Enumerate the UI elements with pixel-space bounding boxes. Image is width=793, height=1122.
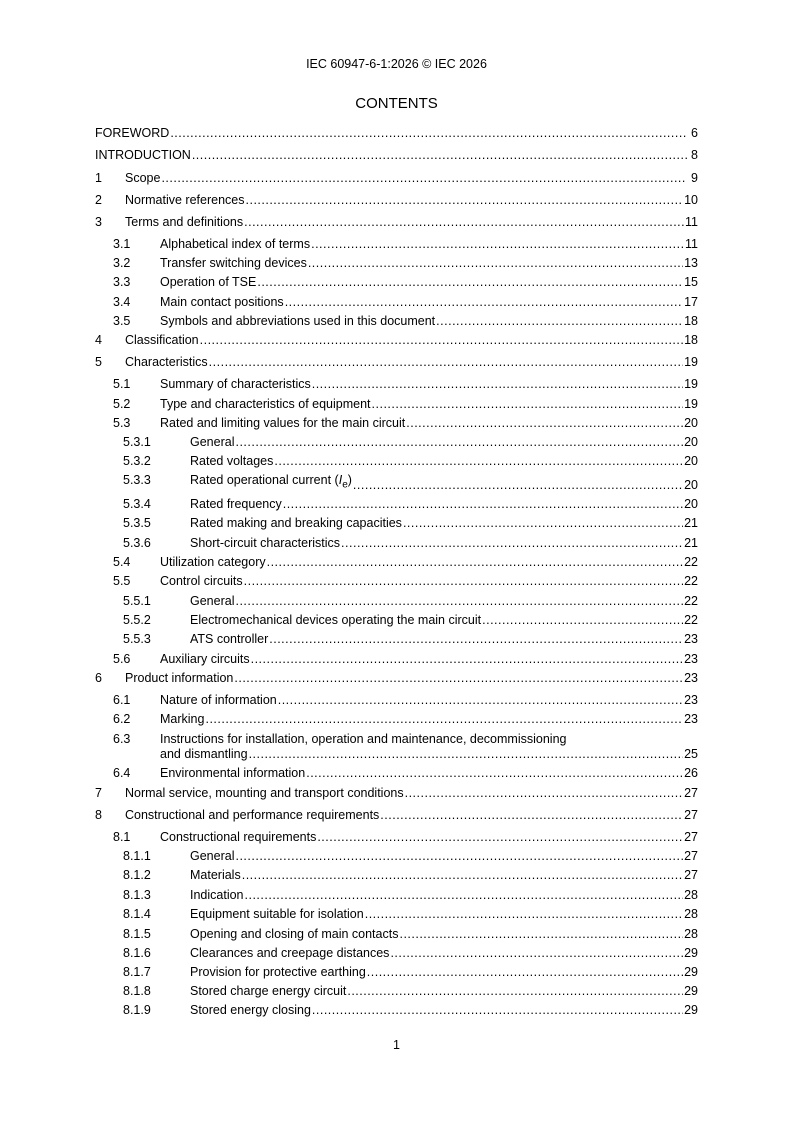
toc-entry-page: 23 (684, 671, 698, 685)
dot-leader (405, 786, 683, 801)
toc-entry-number: 5.3.2 (123, 454, 151, 468)
toc-entry-page: 20 (684, 435, 698, 449)
toc-entry-title: ATS controller (190, 632, 269, 646)
toc-entry[interactable] (95, 613, 698, 629)
toc-entry[interactable] (95, 148, 698, 164)
toc-entry[interactable] (95, 473, 698, 492)
toc-entry[interactable] (95, 497, 698, 513)
toc-entry[interactable] (95, 454, 698, 470)
toc-entry-page: 26 (684, 766, 698, 780)
toc-entry-number: 5.5.1 (123, 594, 151, 608)
toc-entry-number: 6.1 (113, 693, 131, 707)
toc-entry-title: Materials (190, 868, 241, 882)
toc-entry-page: 23 (684, 693, 698, 707)
dot-leader (285, 295, 683, 310)
toc-entry[interactable] (95, 555, 698, 571)
toc-entry-page: 22 (684, 574, 698, 588)
toc-entry-page: 27 (684, 786, 698, 800)
dot-leader (246, 193, 684, 208)
toc-entry[interactable] (95, 907, 698, 923)
dot-leader (372, 397, 684, 412)
toc-entry[interactable] (95, 786, 698, 802)
dot-leader (312, 377, 683, 392)
dot-leader (436, 314, 683, 329)
dot-leader (200, 333, 683, 348)
dot-leader (278, 693, 683, 708)
dot-leader (244, 574, 683, 589)
toc-entry-page: 6 (691, 126, 698, 140)
toc-entry-page: 10 (684, 193, 698, 207)
toc-entry-number: 5.2 (113, 397, 131, 411)
toc-entry-page: 20 (684, 454, 698, 468)
dot-leader (347, 984, 683, 999)
toc-entry[interactable] (95, 193, 698, 209)
toc-entry-number: 5.3.1 (123, 435, 151, 449)
toc-entry-number: 5.6 (113, 652, 131, 666)
toc-entry[interactable] (95, 314, 698, 330)
toc-entry[interactable] (95, 965, 698, 981)
dot-leader (390, 946, 683, 961)
toc-entry-number: 5.5.2 (123, 613, 151, 627)
toc-entry-title: General (190, 849, 235, 863)
toc-entry-number: 8.1.1 (123, 849, 151, 863)
toc-entry-title: and dismantling (160, 747, 248, 761)
toc-entry-title: Equipment suitable for isolation (190, 907, 364, 921)
dot-leader (161, 171, 687, 186)
toc-entry-page: 15 (684, 275, 698, 289)
toc-entry[interactable] (95, 237, 698, 253)
toc-entry-title: INTRODUCTION (95, 148, 191, 162)
toc-entry[interactable] (95, 416, 698, 432)
toc-entry-number: 1 (95, 171, 102, 185)
dot-leader (234, 671, 683, 686)
dot-leader (235, 594, 683, 609)
dot-leader (312, 1003, 683, 1018)
dot-leader (317, 830, 683, 845)
toc-entry-page: 29 (684, 946, 698, 960)
toc-entry-page: 20 (684, 497, 698, 511)
toc-entry[interactable] (95, 1003, 698, 1019)
toc-entry[interactable] (95, 693, 698, 709)
toc-entry-page: 23 (684, 712, 698, 726)
toc-entry[interactable] (95, 652, 698, 668)
toc-entry-number: 8.1.8 (123, 984, 151, 998)
toc-entry[interactable] (95, 397, 698, 413)
toc-entry-title: Control circuits (160, 574, 243, 588)
dot-leader (251, 652, 683, 667)
toc-entry-title: Rated and limiting values for the main circuit (160, 416, 406, 430)
toc-entry-title: Constructional requirements (160, 830, 317, 844)
toc-entry-page: 25 (684, 747, 698, 761)
toc-entry-title: Stored energy closing (190, 1003, 311, 1017)
toc-entry-number: 6.4 (113, 766, 131, 780)
toc-entry-title-line1: Instructions for installation, operation and maintenance, decommissioning (160, 732, 567, 746)
dot-leader (367, 965, 683, 980)
toc-entry-number: 3 (95, 215, 102, 229)
toc-entry-title: Nature of information (160, 693, 277, 707)
toc-entry-number: 8.1.2 (123, 868, 151, 882)
toc-entry-title: Utilization category (160, 555, 266, 569)
dot-leader (308, 256, 683, 271)
dot-leader (482, 613, 683, 628)
toc-entry-title: Normative references (125, 193, 245, 207)
dot-leader (306, 766, 683, 781)
toc-entry-number: 8.1.7 (123, 965, 151, 979)
page-header: IEC 60947-6-1:2026 © IEC 2026 (306, 57, 487, 71)
toc-entry-page: 21 (684, 516, 698, 530)
dot-leader (244, 215, 684, 230)
toc-entry-number: 5.3.5 (123, 516, 151, 530)
dot-leader (267, 555, 683, 570)
toc-entry-page: 28 (684, 907, 698, 921)
toc-entry[interactable] (95, 594, 698, 610)
dot-leader (365, 907, 683, 922)
toc-entry-title: Stored charge energy circuit (190, 984, 347, 998)
dot-leader (249, 747, 684, 762)
toc-entry[interactable] (95, 574, 698, 590)
toc-entry[interactable] (95, 333, 698, 349)
dot-leader (341, 536, 683, 551)
toc-entry[interactable] (95, 215, 698, 231)
toc-entry-title: Scope (125, 171, 161, 185)
toc-entry-page: 29 (684, 965, 698, 979)
toc-entry-number: 8.1.9 (123, 1003, 151, 1017)
page-number: 1 (393, 1038, 400, 1052)
toc-entry-title: Short-circuit characteristics (190, 536, 341, 550)
toc-entry-page: 22 (684, 613, 698, 627)
dot-leader (242, 868, 683, 883)
toc-entry-number: 5.3 (113, 416, 131, 430)
toc-entry-page: 29 (684, 984, 698, 998)
dot-leader (311, 237, 684, 252)
toc-entry[interactable] (95, 435, 698, 451)
toc-entry-title: Auxiliary circuits (160, 652, 250, 666)
toc-entry-title: Rated frequency (190, 497, 282, 511)
toc-entry-number: 3.4 (113, 295, 131, 309)
toc-entry[interactable] (95, 808, 698, 824)
toc-entry-page: 20 (684, 477, 698, 492)
toc-entry[interactable] (95, 830, 698, 846)
toc-entry-number: 8.1.6 (123, 946, 151, 960)
toc-entry[interactable] (95, 536, 698, 552)
dot-leader (283, 497, 683, 512)
toc-entry-title: Environmental information (160, 766, 306, 780)
toc-entry[interactable] (95, 171, 698, 187)
toc-entry-page: 21 (684, 536, 698, 550)
toc-entry-number: 3.5 (113, 314, 131, 328)
toc-entry-number: 4 (95, 333, 102, 347)
toc-entry-number: 6 (95, 671, 102, 685)
toc-entry-title: Alphabetical index of terms (160, 237, 311, 251)
toc-entry-title: Product information (125, 671, 234, 685)
toc-entry[interactable] (95, 766, 698, 782)
toc-entry[interactable] (95, 355, 698, 371)
toc-entry-page: 28 (684, 927, 698, 941)
toc-entry[interactable] (95, 888, 698, 904)
dot-leader (380, 808, 683, 823)
current-symbol: I (338, 473, 343, 487)
toc-entry-number: 7 (95, 786, 102, 800)
toc-entry-title: Normal service, mounting and transport conditions (125, 786, 404, 800)
toc-entry-title: Operation of TSE (160, 275, 257, 289)
toc-entry-title: Electromechanical devices operating the main circuit (190, 613, 482, 627)
toc-entry-title: Transfer switching devices (160, 256, 307, 270)
toc-entry-title: Symbols and abbreviations used in this document (160, 314, 436, 328)
toc-entry-page: 20 (684, 416, 698, 430)
toc-entry[interactable] (95, 295, 698, 311)
toc-entry-number: 5.3.6 (123, 536, 151, 550)
toc-entry-title: Rated making and breaking capacities (190, 516, 402, 530)
toc-entry-page: 22 (684, 555, 698, 569)
toc-entry-page: 9 (691, 171, 698, 185)
toc-entry-page: 28 (684, 888, 698, 902)
toc-entry-page: 18 (684, 333, 698, 347)
toc-entry[interactable] (95, 946, 698, 962)
toc-entry[interactable] (95, 256, 698, 272)
dot-leader (235, 849, 683, 864)
dot-leader (170, 126, 687, 141)
dot-leader (399, 927, 683, 942)
toc-entry[interactable] (95, 984, 698, 1000)
toc-entry-title: Rated voltages (190, 454, 274, 468)
dot-leader (257, 275, 683, 290)
toc-entry-number: 5.4 (113, 555, 131, 569)
toc-entry-number: 5.1 (113, 377, 131, 391)
toc-entry-page: 19 (684, 355, 698, 369)
toc-entry-title: General (190, 594, 235, 608)
toc-entry-number: 3.2 (113, 256, 131, 270)
toc-entry[interactable] (95, 712, 698, 728)
toc-entry-number: 3.1 (113, 237, 131, 251)
dot-leader (209, 355, 683, 370)
toc-entry-title: Marking (160, 712, 205, 726)
toc-entry-title: Terms and definitions (125, 215, 244, 229)
toc-entry-page: 27 (684, 868, 698, 882)
toc-entry-title: General (190, 435, 235, 449)
toc-entry-number: 5.3.4 (123, 497, 151, 511)
toc-entry-number: 5 (95, 355, 102, 369)
toc-entry[interactable] (95, 126, 698, 142)
toc-entry-page: 17 (684, 295, 698, 309)
toc-entry[interactable] (95, 732, 698, 761)
toc-entry-page: 23 (684, 652, 698, 666)
toc-entry-title: Rated operational current $(I_e)$ (190, 473, 352, 491)
toc-entry-number: 8.1 (113, 830, 131, 844)
toc-entry-number: 8 (95, 808, 102, 822)
toc-entry-title: Clearances and creepage distances (190, 946, 390, 960)
toc-entry-title: Type and characteristics of equipment (160, 397, 371, 411)
toc-entry-number: 8.1.3 (123, 888, 151, 902)
toc-entry-page: 8 (691, 148, 698, 162)
dot-leader (406, 416, 683, 431)
dot-leader (192, 148, 687, 163)
toc-entry-number: 5.5 (113, 574, 131, 588)
toc-entry-number: 8.1.5 (123, 927, 151, 941)
toc-entry-page: 29 (684, 1003, 698, 1017)
toc-entry[interactable] (95, 275, 698, 291)
toc-entry-page: 18 (684, 314, 698, 328)
dot-leader (205, 712, 683, 727)
toc-entry-page: 22 (684, 594, 698, 608)
toc-entry-page: 27 (684, 830, 698, 844)
toc-entry-page: 19 (684, 397, 698, 411)
dot-leader (353, 478, 683, 493)
toc-entry-number: 2 (95, 193, 102, 207)
toc-entry-page: 27 (684, 849, 698, 863)
toc-entry-title: Classification (125, 333, 199, 347)
dot-leader (235, 435, 683, 450)
toc-entry-page: 13 (684, 256, 698, 270)
toc-entry-page: 11 (685, 215, 698, 229)
toc-entry-title: Opening and closing of main contacts (190, 927, 399, 941)
toc-entry-number: 6.3 (113, 732, 131, 746)
toc-entry-page: 11 (685, 237, 698, 251)
toc-entry-page: 27 (684, 808, 698, 822)
toc-entry[interactable] (95, 516, 698, 532)
toc-entry[interactable] (95, 927, 698, 943)
toc-entry-number: 6.2 (113, 712, 131, 726)
dot-leader (403, 516, 683, 531)
toc-entry-title: Constructional and performance requirements (125, 808, 380, 822)
toc-entry[interactable] (95, 632, 698, 648)
dot-leader (269, 632, 683, 647)
dot-leader (274, 454, 683, 469)
toc-entry-page: 23 (684, 632, 698, 646)
toc-entry-number: 5.5.3 (123, 632, 151, 646)
toc-entry-title: Main contact positions (160, 295, 284, 309)
toc-entry-title: Indication (190, 888, 244, 902)
dot-leader (245, 888, 684, 903)
toc-entry-title: Characteristics (125, 355, 208, 369)
toc-entry-title: Summary of characteristics (160, 377, 311, 391)
toc-entry-title: Provision for protective earthing (190, 965, 366, 979)
toc-entry[interactable] (95, 849, 698, 865)
toc-entry-page: 19 (684, 377, 698, 391)
toc-entry[interactable] (95, 868, 698, 884)
toc-entry-number: 8.1.4 (123, 907, 151, 921)
toc-entry-number: 5.3.3 (123, 473, 151, 487)
toc-entry[interactable] (95, 671, 698, 687)
toc-entry[interactable] (95, 377, 698, 393)
toc-entry-title: FOREWORD (95, 126, 170, 140)
page-title: CONTENTS (355, 95, 438, 112)
toc-entry-number: 3.3 (113, 275, 131, 289)
